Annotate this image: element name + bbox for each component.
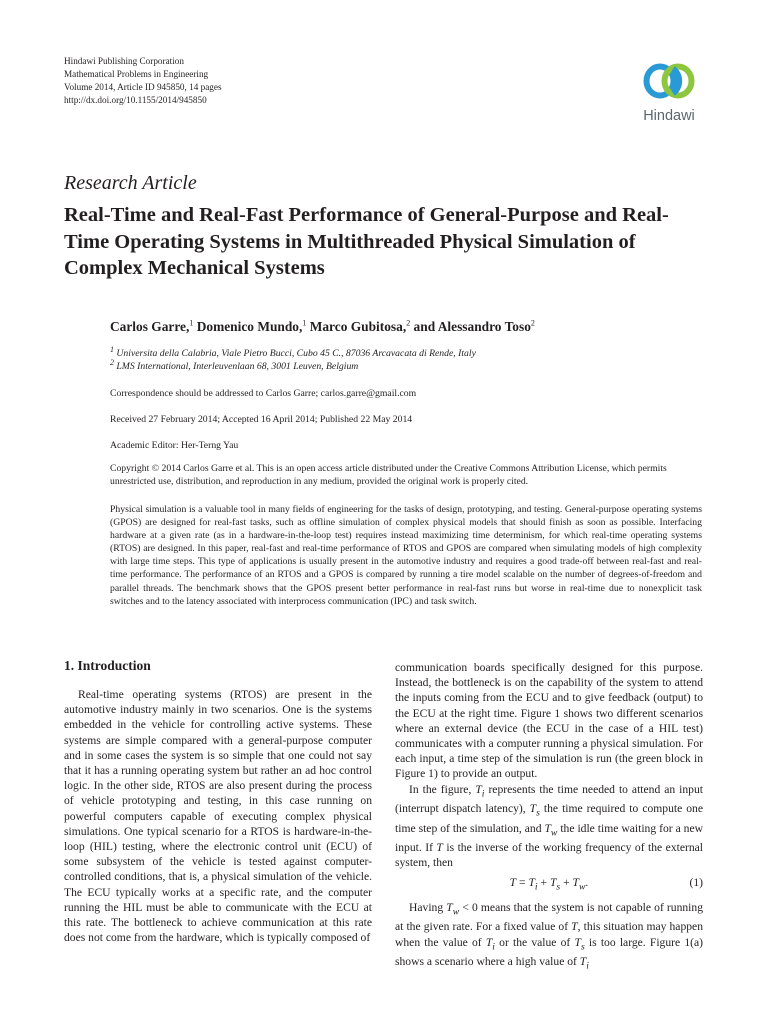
academic-editor: Academic Editor: Her-Terng Yau (110, 440, 239, 451)
affiliation-text: LMS International, Interleuvenlaan 68, 3001 Leuven, Belgium (116, 361, 359, 372)
author-name: Carlos Garre, (110, 319, 190, 334)
paper-title: Real-Time and Real-Fast Performance of General-Purpose and Real-Time Operating Systems in Multithreaded Physical Simulation of Complex Mechanical Systems (64, 204, 669, 279)
hindawi-rings-icon (642, 56, 696, 106)
author-name: and Alessandro Toso (413, 319, 531, 334)
equation-1 (395, 874, 703, 896)
author-affil-mark: 1 (189, 318, 194, 328)
author-name: Marco Gubitosa, (309, 319, 407, 334)
author-affil-mark: 1 (302, 318, 307, 328)
doi-link[interactable]: http://dx.doi.org/10.1155/2014/945850 (64, 95, 207, 105)
publication-dates: Received 27 February 2014; Accepted 16 April 2014; Published 22 May 2014 (110, 414, 413, 425)
body-text (395, 660, 703, 974)
paragraph: In the figure, $T_i$ represents the time needed to attend an input (interrupt dispatch latency), $T_s$ the time required to compute one time step of the simulation, and $T_w$ the idle time waiting for a new input. If T is the inverse of the working frequency of the external system, then (395, 782, 704, 870)
affiliation-item (110, 357, 476, 373)
body-text (64, 687, 372, 945)
abstract: Physical simulation is a valuable tool in many fields of engineering for the tasks of design, prototyping, and testing. General-purpose operating systems (GPOS) are designed for real-fast tasks, such as offline simulation of complex physical models that should finish as soon as possible. Interfacing hardware at a given rate (as in a hardware-in-the-loop test) requires instead maximizing time determinism, for which real-time operating systems (RTOS) are designed. In this paper, real-fast and real-time performance of RTOS and GPOS are compared when simulating models of high complexity with large time steps. This type of applications is usually present in the automotive industry and requires a good trade-off between real-fast and real-time performance. The performance of an RTOS and a GPOS is compared by running a tire model scalable on the number of degrees-of-freedom and parallel threads. The benchmark shows that the GPOS present better performance in real-fast runs but worse in real-time due to nonexplicit task switches and to the latency associated with interprocess communication (IPC) and task switch. (110, 504, 702, 607)
article-type: Research Article (64, 172, 197, 194)
equation-number: (1) (689, 875, 703, 889)
correspondence: Correspondence should be addressed to Carlos Garre; carlos.garre@gmail.com (110, 388, 417, 399)
volume-info: Volume 2014, Article ID 945850, 14 pages (64, 82, 222, 92)
affiliation-mark: 1 (110, 344, 114, 354)
paragraph: Having $T_w < 0$ means that the system is not capable of running at the given rate. For a fixed value of T, this situation may happen when the value of $T_i$ or the value of $T_s$ is too large. Figure 1(a) shows a scenario where a high value of $T_i$ (395, 900, 704, 972)
hindawi-logo (636, 56, 702, 124)
affiliation-item (110, 344, 476, 360)
paragraph: communication boards specifically designed for this purpose. Instead, the bottleneck is on the capability of the system to attend the inputs coming from the ECU and to give feedback (output) to the ECU at the right time. Figure 1 shows two different scenarios where an external device (the ECU in the case of a HIL test) communicates with a computer running a physical simulation. For each input, a time step of the simulation is run (the green block in Figure 1) to provide an output. (395, 661, 703, 781)
copyright-notice: Copyright © 2014 Carlos Garre et al. This is an open access article distributed under the Creative Commons Attribution License, which permits unrestricted use, distribution, and reproduction in any medium, provided the original work is properly cited. (110, 463, 667, 487)
author-name: Domenico Mundo, (196, 319, 303, 334)
publisher-name: Hindawi Publishing Corporation (64, 56, 184, 66)
right-column (395, 660, 703, 974)
affiliation-mark: 2 (110, 357, 114, 367)
left-column (64, 658, 372, 945)
author-affil-mark: 2 (406, 318, 411, 328)
publication-info (64, 55, 222, 107)
author-list (110, 319, 535, 335)
logo-text: Hindawi (643, 108, 695, 124)
equation-body: $T = T_i + T_s + T_w$. (509, 875, 589, 892)
paragraph: Real-time operating systems (RTOS) are present in the automotive industry mainly in two scenarios. One is the systems embedded in the vehicle for controlling active systems. These systems are simple compared with a general-purpose computer and in some cases the system is so simple that one could not say that it has a running operating system but rather an ad hoc control logic. In the other side, RTOS are also present during the process of vehicle prototyping and testing, in this case running on powerful computers capable of executing complex physical simulations. One typical scenario for a RTOS is hardware-in-the-loop (HIL) testing, where the electronic control unit (ECU) of some subsystem of the vehicle is tested against computer-controlled conditions, that is, a physical simulation of the vehicle. The ECU typically works at a specific rate, and the computer running the HIL must be able to communicate with the ECU at this rate. The bottleneck to achieve communication at this rate does not come from the hardware, which is typically composed of (64, 688, 372, 945)
author-affil-mark: 2 (530, 318, 535, 328)
journal-name: Mathematical Problems in Engineering (64, 69, 209, 79)
affiliation-text: Universita della Calabria, Viale Pietro Bucci, Cubo 45 C., 87036 Arcavacata di Rende, Italy (116, 348, 476, 359)
section-heading: 1. Introduction (64, 658, 151, 673)
affiliations (110, 344, 476, 373)
